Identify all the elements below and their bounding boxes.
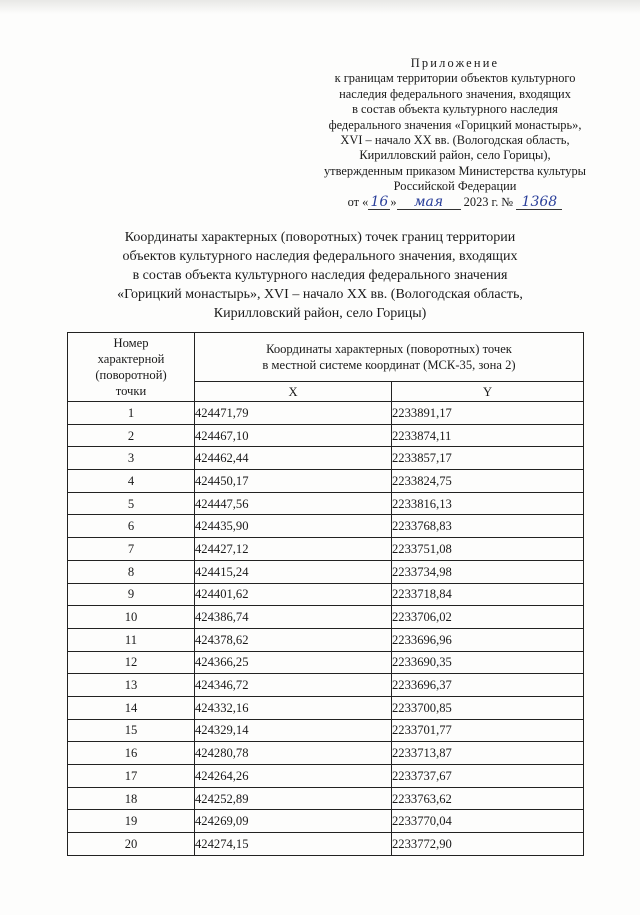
- table-row: [68, 651, 584, 674]
- y-coordinate-cell: 2233763,62: [392, 787, 584, 810]
- point-number-cell: 4: [68, 470, 195, 493]
- y-coordinate-cell: 2233701,77: [392, 719, 584, 742]
- point-number-cell: 6: [68, 515, 195, 538]
- order-number-handwritten: 1368: [521, 193, 558, 210]
- order-month-handwritten: мая: [413, 193, 444, 210]
- x-coordinate-cell: 424264,26: [195, 765, 392, 788]
- y-coordinate-cell: 2233857,17: [392, 447, 584, 470]
- y-coordinate-cell: 2233706,02: [392, 606, 584, 629]
- table-row: [68, 492, 584, 515]
- x-coordinate-cell: 424366,25: [195, 651, 392, 674]
- y-coordinate-cell: 2233891,17: [392, 402, 584, 425]
- order-day-field: [368, 195, 390, 210]
- point-number-cell: 15: [68, 719, 195, 742]
- y-coordinate-cell: 2233768,83: [392, 515, 584, 538]
- table-row: [68, 833, 584, 856]
- annex-line: федерального значения «Горицкий монастырь»,: [328, 117, 582, 132]
- table-row: [68, 787, 584, 810]
- y-coordinate-cell: 2233696,96: [392, 628, 584, 651]
- title-line: в состав объекта культурного наследия федерального значения: [132, 268, 508, 283]
- point-number-cell: 17: [68, 765, 195, 788]
- y-coordinate-cell: 2233718,84: [392, 583, 584, 606]
- annex-line: в состав объекта культурного наследия: [352, 102, 558, 117]
- table-row: [68, 765, 584, 788]
- table-row: [68, 674, 584, 697]
- annex-line: XVI – начало XX вв. (Вологодская область,: [340, 133, 570, 148]
- order-month-field: [397, 195, 461, 210]
- annex-line: к границам территории объектов культурного: [334, 71, 576, 86]
- point-number-cell: 2: [68, 424, 195, 447]
- point-number-cell: 11: [68, 628, 195, 651]
- point-number-cell: 10: [68, 606, 195, 629]
- y-coordinate-cell: 2233770,04: [392, 810, 584, 833]
- y-coordinate-cell: 2233734,98: [392, 560, 584, 583]
- point-number-cell: 20: [68, 833, 195, 856]
- title-line: «Горицкий монастырь», XVI – начало XX вв. (Вологодская область,: [117, 287, 523, 302]
- order-day-handwritten: 16: [370, 193, 389, 210]
- order-prefix: от «: [347, 194, 369, 209]
- table-row: [68, 424, 584, 447]
- table-row: [68, 560, 584, 583]
- header-num-line: характерной: [97, 352, 165, 366]
- point-number-cell: 8: [68, 560, 195, 583]
- point-number-cell: 1: [68, 402, 195, 425]
- x-coordinate-cell: 424386,74: [195, 606, 392, 629]
- x-coordinate-cell: 424346,72: [195, 674, 392, 697]
- x-coordinate-cell: 424252,89: [195, 787, 392, 810]
- annex-heading: Приложение: [410, 56, 500, 70]
- order-line: [300, 195, 610, 210]
- table-row: [68, 538, 584, 561]
- y-coordinate-cell: 2233751,08: [392, 538, 584, 561]
- y-coordinate-cell: 2233874,11: [392, 424, 584, 447]
- header-y: Y: [392, 382, 584, 402]
- x-coordinate-cell: 424329,14: [195, 719, 392, 742]
- header-num-line: Номер: [113, 336, 149, 350]
- table-row: [68, 810, 584, 833]
- x-coordinate-cell: 424332,16: [195, 696, 392, 719]
- table-row: [68, 470, 584, 493]
- table-row: [68, 583, 584, 606]
- title-line: Кирилловский район, село Горицы): [213, 306, 427, 321]
- header-coordinates: [195, 333, 584, 382]
- order-number-field: [516, 195, 562, 210]
- annex-line: утвержденным приказом Министерства культуры: [323, 163, 587, 178]
- table-row: [68, 606, 584, 629]
- x-coordinate-cell: 424471,79: [195, 402, 392, 425]
- point-number-cell: 16: [68, 742, 195, 765]
- x-coordinate-cell: 424401,62: [195, 583, 392, 606]
- point-number-cell: 14: [68, 696, 195, 719]
- annex-block: [300, 56, 610, 210]
- header-coord-line: Координаты характерных (поворотных) точек: [266, 342, 512, 356]
- y-coordinate-cell: 2233824,75: [392, 470, 584, 493]
- point-number-cell: 18: [68, 787, 195, 810]
- x-coordinate-cell: 424280,78: [195, 742, 392, 765]
- x-coordinate-cell: 424467,10: [195, 424, 392, 447]
- x-coordinate-cell: 424447,56: [195, 492, 392, 515]
- x-coordinate-cell: 424274,15: [195, 833, 392, 856]
- table-row: [68, 719, 584, 742]
- order-sep: »: [390, 194, 397, 209]
- annex-line: Кирилловский район, село Горицы),: [359, 148, 551, 163]
- annex-line: Российской Федерации: [393, 179, 517, 194]
- header-x: X: [195, 382, 392, 402]
- document-title: [60, 228, 580, 323]
- point-number-cell: 12: [68, 651, 195, 674]
- x-coordinate-cell: 424435,90: [195, 515, 392, 538]
- point-number-cell: 3: [68, 447, 195, 470]
- header-coord-line: в местной системе координат (МСК-35, зона 2): [262, 358, 516, 372]
- point-number-cell: 9: [68, 583, 195, 606]
- scan-edge: [0, 0, 640, 14]
- x-coordinate-cell: 424269,09: [195, 810, 392, 833]
- point-number-cell: 7: [68, 538, 195, 561]
- x-coordinate-cell: 424427,12: [195, 538, 392, 561]
- title-line: объектов культурного наследия федерального значения, входящих: [122, 249, 518, 264]
- table-row: [68, 447, 584, 470]
- table-row: [68, 696, 584, 719]
- x-coordinate-cell: 424450,17: [195, 470, 392, 493]
- y-coordinate-cell: 2233816,13: [392, 492, 584, 515]
- y-coordinate-cell: 2233696,37: [392, 674, 584, 697]
- header-num-line: (поворотной): [95, 368, 167, 382]
- point-number-cell: 19: [68, 810, 195, 833]
- table-row: [68, 515, 584, 538]
- x-coordinate-cell: 424378,62: [195, 628, 392, 651]
- coordinates-table: [67, 332, 584, 856]
- y-coordinate-cell: 2233737,67: [392, 765, 584, 788]
- table-row: [68, 628, 584, 651]
- y-coordinate-cell: 2233713,87: [392, 742, 584, 765]
- x-coordinate-cell: 424415,24: [195, 560, 392, 583]
- table-body: [68, 402, 584, 856]
- header-num-line: точки: [115, 384, 147, 398]
- order-year: 2023 г. №: [463, 194, 514, 209]
- x-coordinate-cell: 424462,44: [195, 447, 392, 470]
- table-row: [68, 402, 584, 425]
- y-coordinate-cell: 2233690,35: [392, 651, 584, 674]
- y-coordinate-cell: 2233772,90: [392, 833, 584, 856]
- title-line: Координаты характерных (поворотных) точек границ территории: [124, 230, 516, 245]
- point-number-cell: 5: [68, 492, 195, 515]
- header-point-number: [68, 333, 195, 402]
- y-coordinate-cell: 2233700,85: [392, 696, 584, 719]
- table-row: [68, 742, 584, 765]
- annex-line: наследия федерального значения, входящих: [339, 86, 571, 101]
- point-number-cell: 13: [68, 674, 195, 697]
